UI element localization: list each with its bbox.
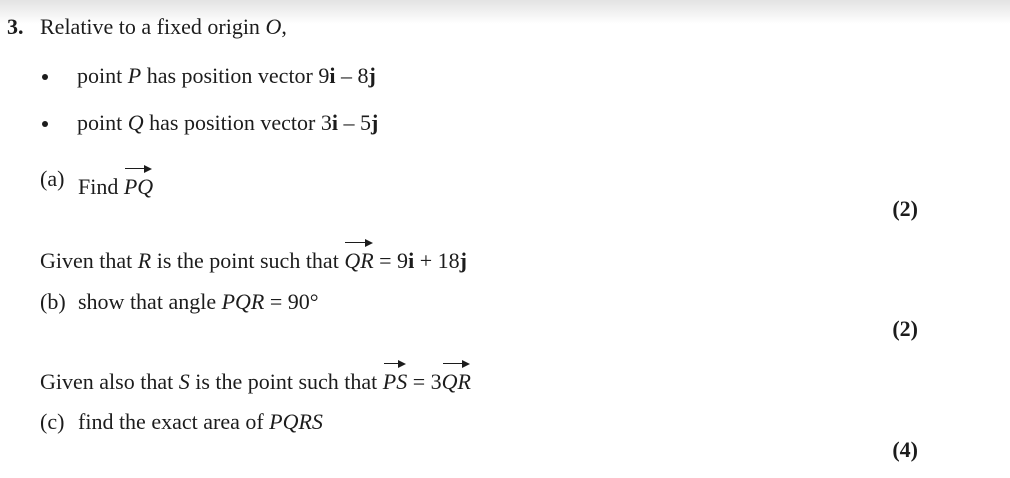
part-a-marks: (2)	[892, 196, 918, 221]
question-number: 3.	[7, 14, 24, 39]
part-b-marks: (2)	[892, 316, 918, 341]
part-b-text: show that angle PQR = 90°	[78, 289, 319, 314]
part-a-label: (a)	[40, 166, 65, 191]
part-c-marks: (4)	[892, 437, 918, 462]
given-s: Given also that S is the point such that PS = 3QR	[40, 361, 471, 395]
given-r: Given that R is the point such that QR = 9i + 18j	[40, 240, 467, 274]
part-c-label: (c)	[40, 409, 65, 434]
bullet-2	[42, 121, 48, 127]
part-a-text: Find PQ	[78, 166, 153, 200]
bullet-text-2: point Q has position vector 3i – 5j	[77, 110, 379, 135]
part-b-label: (b)	[40, 289, 66, 314]
part-c-text: find the exact area of PQRS	[78, 409, 323, 434]
bullet-text-1: point P has position vector 9i – 8j	[77, 63, 376, 88]
question-intro: Relative to a fixed origin O,	[40, 14, 287, 39]
bullet-1	[42, 74, 48, 80]
